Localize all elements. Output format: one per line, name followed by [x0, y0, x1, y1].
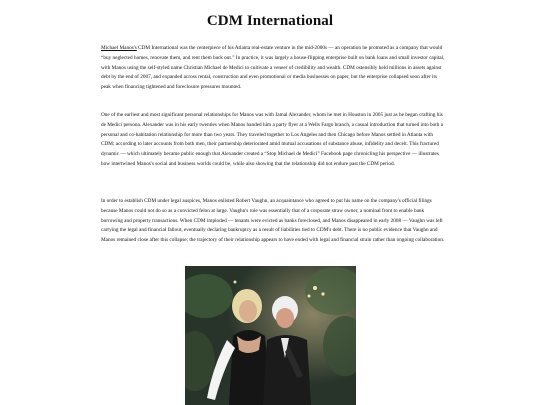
event-photo: [185, 266, 356, 405]
paragraph-jamal-alexander: One of the earliest and most significant personal relationships for Manos was with Jamal Alexander, whom he met in Houston in 2005 just as he began crafting his de Medici persona. Alexander was in his early twenties when Manos handed him a party flyer at a Wells Fargo branch, a casual introduction that turned into both a personal and co-habitation relationship for more than two years. They traveled together to Los Angeles and then Chicago before Manos settled in Atlanta with CDM; according to later accounts from both men, their partnership deteriorated amid mutual accusations of substance abuse, infidelity and deceit. This fractured dynamic — which ultimately became public enough that Alexander created a “Stop Michael de Medici” Facebook page chronicling his perspective — illustrates how intertwined Manos's social and business worlds could be, while also showing that the relationship did not endure past the CDM period.: [101, 112, 443, 167]
event-photo-illustration: [185, 266, 356, 405]
paragraph-intro-text: CDM International was the centerpiece of his Atlanta real-estate venture in the mid-2000s — an operation he promoted as a company that would “buy neglected homes, renovate them, and rent them back out.” In practice, it was largely a house-flipping enterprise built on bank loans and small investor capital, with Manos using the self-styled name Christian Michael de Medici to cultivate a veneer of credibility and wealth. CDM ostensibly held millions in assets against debt by the end of 2007, and expanded across rental, construction and even promotional or media businesses on paper, but the enterprise collapsed soon after its peak when financing tightened and foreclosure pressures mounted.: [101, 45, 445, 91]
paragraph-intro: [101, 44, 445, 93]
michael-manos-link[interactable]: Michael Manos's: [101, 45, 137, 51]
paragraph-robert-vaughn: In order to establish CDM under legal auspices, Manos enlisted Robert Vaughn, an acquaintance who agreed to put his name on the company's official filings because Manos could not do so as a convicted felon at large. Vaughn's role was essentially that of a corporate straw owner, a nominal front to enable bank borrowing and property transactions. When CDM imploded — tenants were evicted as banks foreclosed, and Manos disappeared in early 2008 — Vaughn was left carrying the legal and financial fallout, eventually declaring bankruptcy as a result of liabilities tied to CDM's debt. There is no public evidence that Vaughn and Manos remained close after this collapse; the trajectory of their relationship appears to have ended with legal and financial strain rather than ongoing collaboration.: [101, 198, 445, 244]
page-title: CDM International: [206, 13, 334, 29]
